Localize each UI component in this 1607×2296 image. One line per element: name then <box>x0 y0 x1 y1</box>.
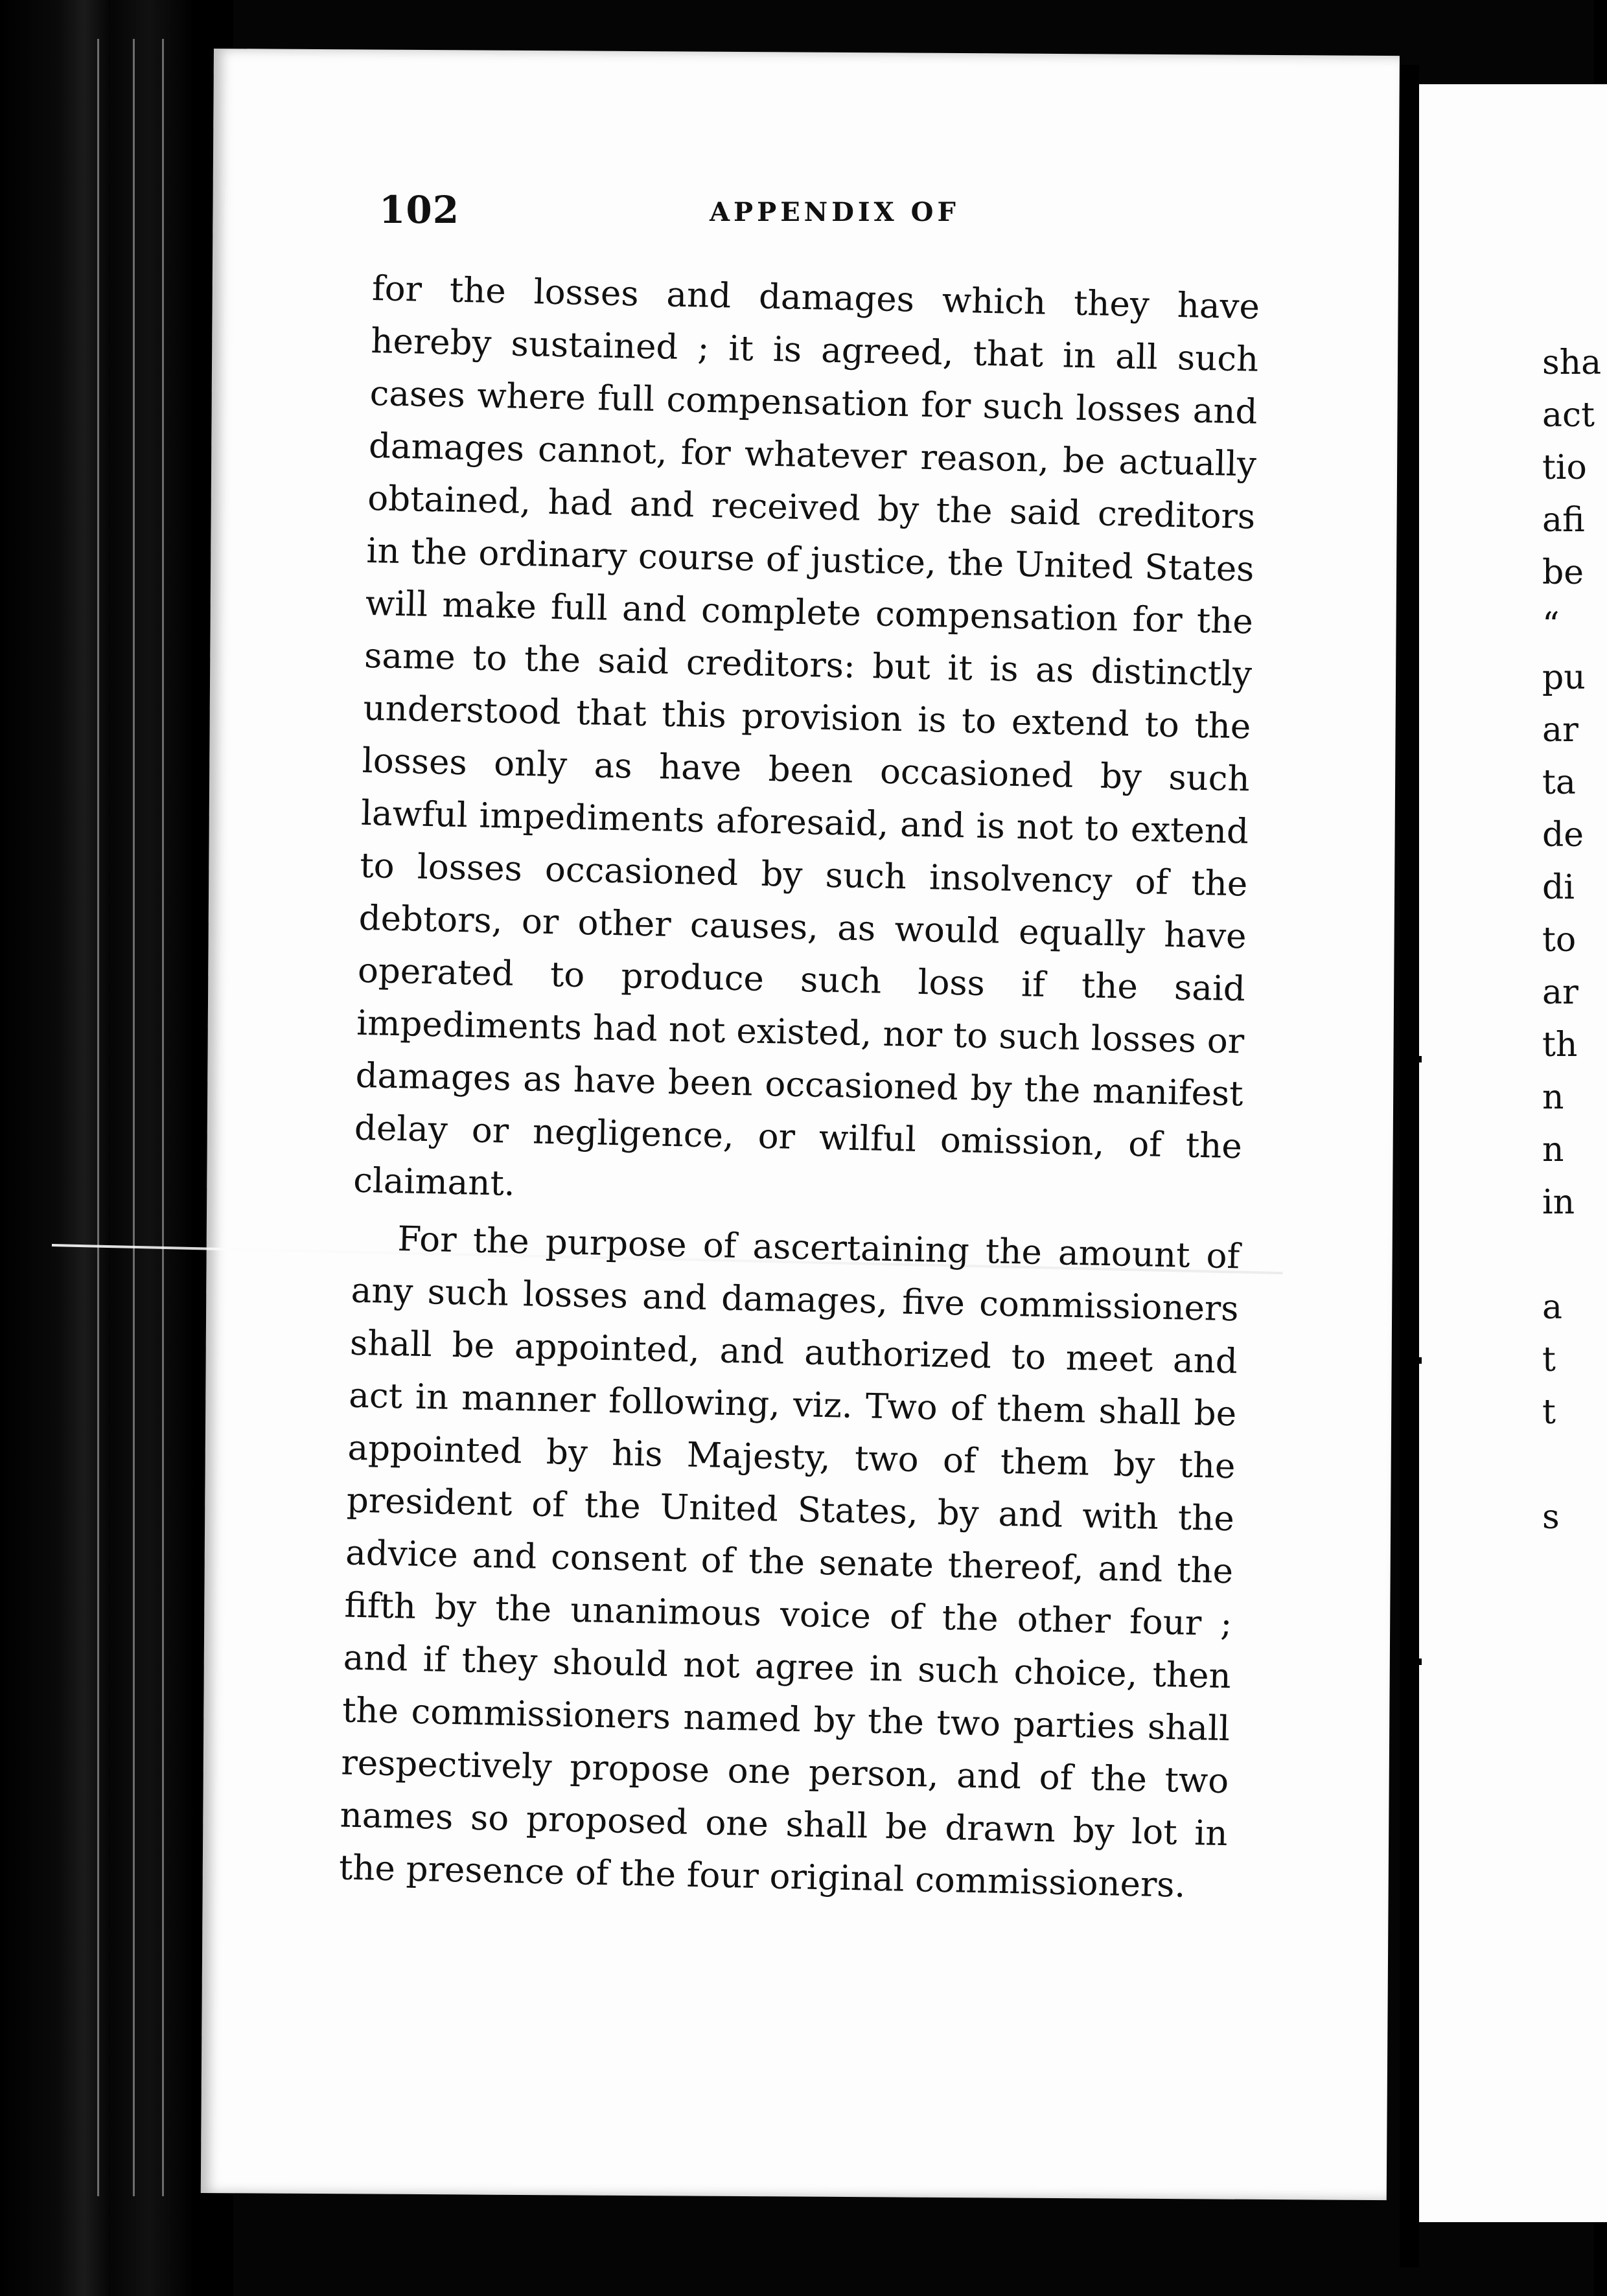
facing-page-fragment: t <box>1542 1393 1556 1432</box>
page-gutter <box>1400 65 1419 2267</box>
facing-page-fragment: sha <box>1542 343 1602 382</box>
facing-page-fragment: di <box>1542 868 1575 907</box>
facing-page-fragment <box>1542 1229 1594 1281</box>
page-edge-line <box>133 39 135 2196</box>
facing-page-fragment: t <box>1542 1340 1556 1379</box>
page-number: 102 <box>379 188 460 232</box>
facing-page-fragment: “ <box>1542 606 1560 645</box>
binding-stitch <box>1405 1056 1422 1062</box>
body-paragraph: for the losses and damages which they have hereby sustained ; it is agreed, that in all such cases where full compensation for such losses and damages cannot, for whatever reason, be actually obtained, had and received by the said creditors in the ordinary course of justice, the United States will make full and complete compensation for the same to the said creditors: but it is as distinctly understood that this provision is to extend to the losses only as have been occasioned by such lawful impediments aforesaid, and is not to extend to losses occasioned by such insolvency of the debtors, or other causes, as would equally have operated to produce such loss if the said impediments had not existed, nor to such losses or damages as have been occasioned by the manifest delay or negligence, or wilful omission, of the claimant. <box>353 268 1260 1204</box>
binding-stitch <box>1405 1659 1422 1665</box>
facing-page-fragment: act <box>1542 396 1595 435</box>
page-body <box>338 262 1260 1912</box>
facing-page-fragment: tio <box>1542 448 1587 487</box>
facing-page-fragment: de <box>1542 816 1584 855</box>
page-edge-line <box>97 39 99 2196</box>
facing-page-fragment: n <box>1542 1078 1564 1117</box>
book-binding-edge <box>0 0 233 2296</box>
body-paragraph: For the purpose of ascertaining the amount of any such losses and damages, five commissioners shall be appointed, and authorized to meet and act in manner following, viz. Two of them shall be appointed by his Majesty, two of them by the president of the United States, by and with the advice and consent of the senate thereof, and the fifth by the unanimous voice of the other four ; and if they should not agree in such choice, then the commissioners named by the two parties shall respectively propose one person, and of the two names so proposed one shall be drawn by lot in the presence of the four original commissioners. <box>338 1219 1240 1905</box>
running-head <box>379 188 1338 240</box>
facing-page-fragment: ar <box>1542 973 1578 1012</box>
facing-page-fragment: pu <box>1542 658 1586 697</box>
page-edge-line <box>162 39 164 2196</box>
facing-page-fragment: ar <box>1542 711 1578 750</box>
binding-stitch <box>1405 1357 1422 1364</box>
running-title: APPENDIX OF <box>710 197 960 227</box>
facing-page-fragment: ta <box>1542 763 1576 802</box>
facing-page-text-fragments <box>1542 337 1602 1544</box>
facing-page-fragment: n <box>1542 1131 1564 1169</box>
facing-page-fragment: in <box>1542 1183 1575 1222</box>
facing-page-fragment: a <box>1542 1288 1563 1327</box>
facing-page-fragment: be <box>1542 553 1584 592</box>
facing-page-fragment: to <box>1542 921 1577 959</box>
facing-page-fragment: s <box>1542 1498 1560 1537</box>
facing-page-fragment <box>1542 1439 1594 1491</box>
facing-page-fragment: afi <box>1542 501 1585 540</box>
facing-page-fragment: th <box>1542 1026 1578 1064</box>
